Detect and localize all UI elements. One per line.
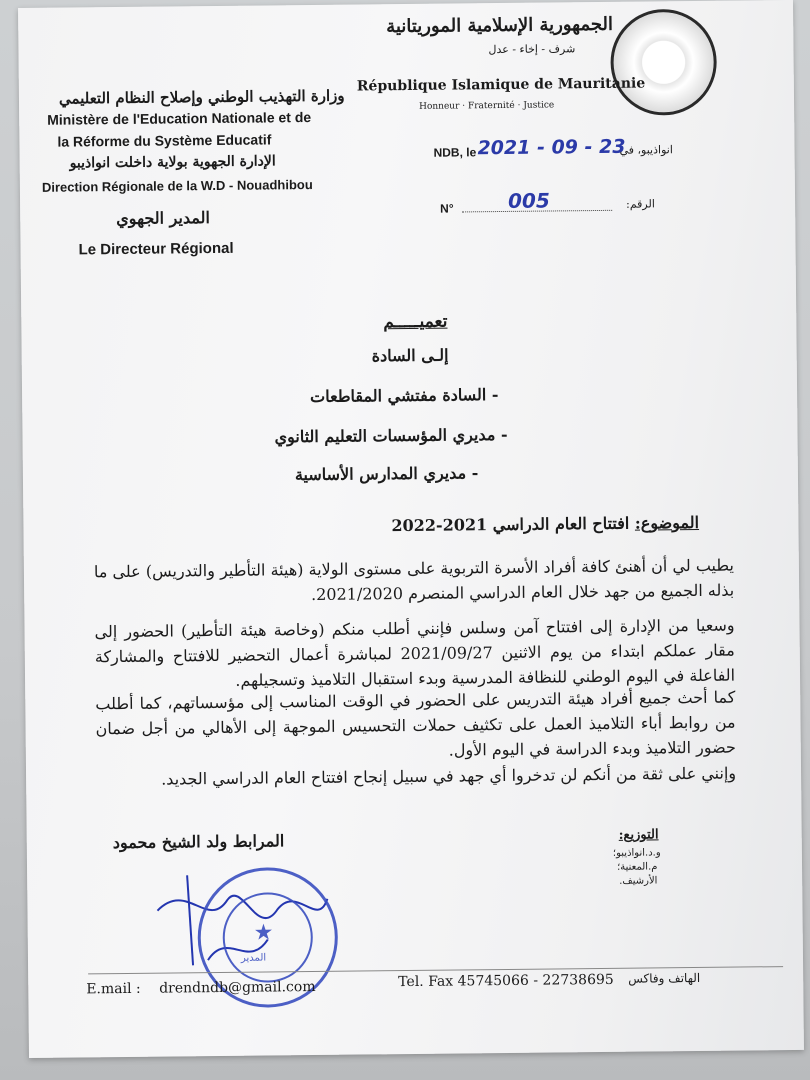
- recipient-primary-directors: - مديري المدارس الأساسية: [294, 463, 479, 485]
- body-paragraph-3: كما أحث جميع أفراد هيئة التدريس على الحضور في الوقت المناسب إلى مؤسساتهم، كما أطلب من روابط أباء التلاميذ العمل على تكثيف حملات التحسيس الموجهة إلى الأهالي من أجل ضمان حضور التلاميذ وبدء الدراسة في اليوم الأول.: [95, 687, 736, 760]
- body-paragraph-1: يطيب لي أن أهنئ كافة أفراد الأسرة التربوية على مستوى الولاية (هيئة التأطير والتدريس) على ما بذله الجميع من جهد خلال العام الدراسي المنصرم 2021/2020.: [93, 555, 735, 605]
- number-value: 005: [507, 188, 550, 213]
- circular-title: تعميـــــم: [383, 311, 448, 333]
- footer-email: [86, 979, 315, 997]
- fr-director-title: Le Directeur Régional: [78, 239, 234, 259]
- ar-direction: الإدارة الجهوية بولاية داخلت انواذيبو: [69, 153, 276, 172]
- ar-ministry: وزارة التهذيب الوطني وإصلاح النظام التعليمي: [58, 86, 345, 108]
- fr-motto: Honneur · Fraternité · Justice: [419, 100, 555, 112]
- distribution-item: م.المعنية؛: [616, 861, 658, 873]
- letter-page: [18, 0, 804, 1058]
- distribution-item: و.د.انواذيبو؛: [612, 847, 661, 859]
- number-prefix: N°: [440, 201, 454, 216]
- circular-to: إلـى السادة: [371, 345, 449, 366]
- date-value: 2021 - 09 - 23: [477, 135, 626, 160]
- subject-label: الموضوع:: [634, 512, 700, 533]
- number-ar-label: الرقم:: [626, 197, 655, 211]
- fr-ministry-line1: Ministère de l'Education Nationale et de: [47, 108, 312, 128]
- footer-tel-ar: الهاتف وفاكس: [628, 970, 701, 986]
- body-paragraph-4: وإنني على ثقة من أنكم لن تدخروا أي جهد في سبيل إنجاح افتتاح العام الدراسي الجديد.: [161, 763, 737, 789]
- ar-republic-title: الجمهورية الإسلامية الموريتانية: [386, 13, 614, 38]
- stamp-label: المدير: [240, 952, 267, 964]
- distribution-title: التوزيع:: [618, 827, 659, 843]
- state-emblem-stamp: [610, 9, 717, 116]
- email-value: drendndb@gmail.com: [159, 978, 316, 997]
- recipient-inspectors: - السادة مفتشي المقاطعات: [310, 385, 499, 407]
- signatory-name: المرابط ولد الشيخ محمود: [112, 831, 285, 853]
- recipient-secondary-directors: - مديري المؤسسات التعليم الثانوي: [274, 424, 508, 447]
- ar-motto: شرف - إخاء - عدل: [488, 42, 576, 57]
- date-prefix: NDB, le: [433, 145, 477, 160]
- ar-director-title: المدير الجهوي: [116, 208, 210, 229]
- distribution-item: الأرشيف.: [619, 875, 658, 887]
- fr-republic-title: République Islamique de Mauritanie: [356, 75, 646, 95]
- fr-ministry-line2: la Réforme du Système Educatif: [57, 131, 272, 150]
- star-icon: ★: [253, 920, 274, 946]
- fr-direction: Direction Régionale de la W.D - Nouadhibou: [41, 176, 313, 195]
- subject-text: افتتاح العام الدراسي 2021-2022: [391, 513, 630, 536]
- email-label: E.mail :: [86, 980, 141, 998]
- date-ar-label: انواذيبو، في: [619, 143, 673, 157]
- footer-tel: Tel. Fax 45745066 - 22738695: [398, 971, 614, 991]
- subject-line: [391, 513, 699, 535]
- body-paragraph-2: وسعيا من الإدارة إلى افتتاح آمن وسلس فإنني أطلب منكم (وخاصة هيئة التأطير) الحضور إلى مقار عملكم ابتداء من يوم الاثنين 2021/09/27 لمباشرة أعمال التحضير للافتتاح والمشاركة الفاعلة في اليوم الوطني للنظافة المدرسية وبدء استقبال التلاميذ وتسجيلهم.: [94, 615, 736, 690]
